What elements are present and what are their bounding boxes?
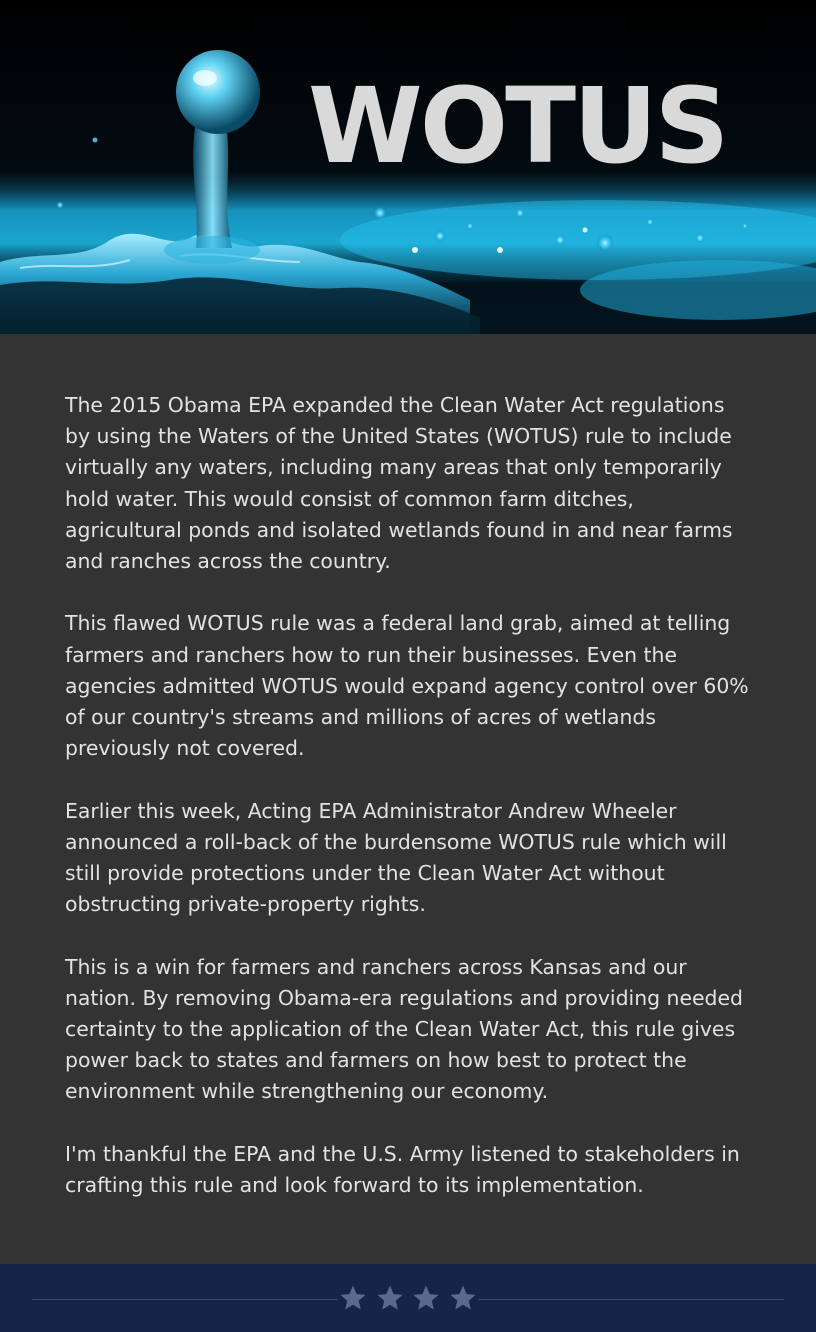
star-icon: [448, 1283, 478, 1313]
star-icon: [375, 1283, 405, 1313]
star-icon: [411, 1283, 441, 1313]
footer-divider-right: [478, 1299, 784, 1300]
article-paragraph: The 2015 Obama EPA expanded the Clean Water Act regulations by using the Waters of the United States (WOTUS) rule to include virtually any waters, including many areas that only temporarily hold water. This would consist of common farm ditches, agricultural ponds and isolated wetlands found in and near farms and ranches across the country.: [65, 393, 733, 574]
footer-bar: [0, 1264, 816, 1332]
footer-divider-left: [32, 1299, 338, 1300]
hero-banner: [0, 0, 816, 334]
article-paragraph: This is a win for farmers and ranchers across Kansas and our nation. By removing Obama-era regulations and providing needed certainty to the application of the Clean Water Act, this rule gives power back to states and farmers on how best to protect the environment while strengthening our economy.: [65, 954, 743, 1104]
star-row: [338, 1278, 478, 1318]
article-body: [65, 390, 755, 1232]
article-paragraph: I'm thankful the EPA and the U.S. Army listened to stakeholders in crafting this rule and look forward to its implementation.: [65, 1141, 740, 1198]
article-paragraph: Earlier this week, Acting EPA Administrator Andrew Wheeler announced a roll-back of the burdensome WOTUS rule which will still provide protections under the Clean Water Act without obstructing private-property rights.: [65, 798, 727, 917]
star-icon: [338, 1283, 368, 1313]
hero-title: WOTUS: [308, 65, 727, 187]
article-paragraph: This flawed WOTUS rule was a federal land grab, aimed at telling farmers and ranchers how to run their businesses. Even the agencies admitted WOTUS would expand agency control over 60% of our country's streams and millions of acres of wetlands previously not covered.: [65, 611, 749, 761]
